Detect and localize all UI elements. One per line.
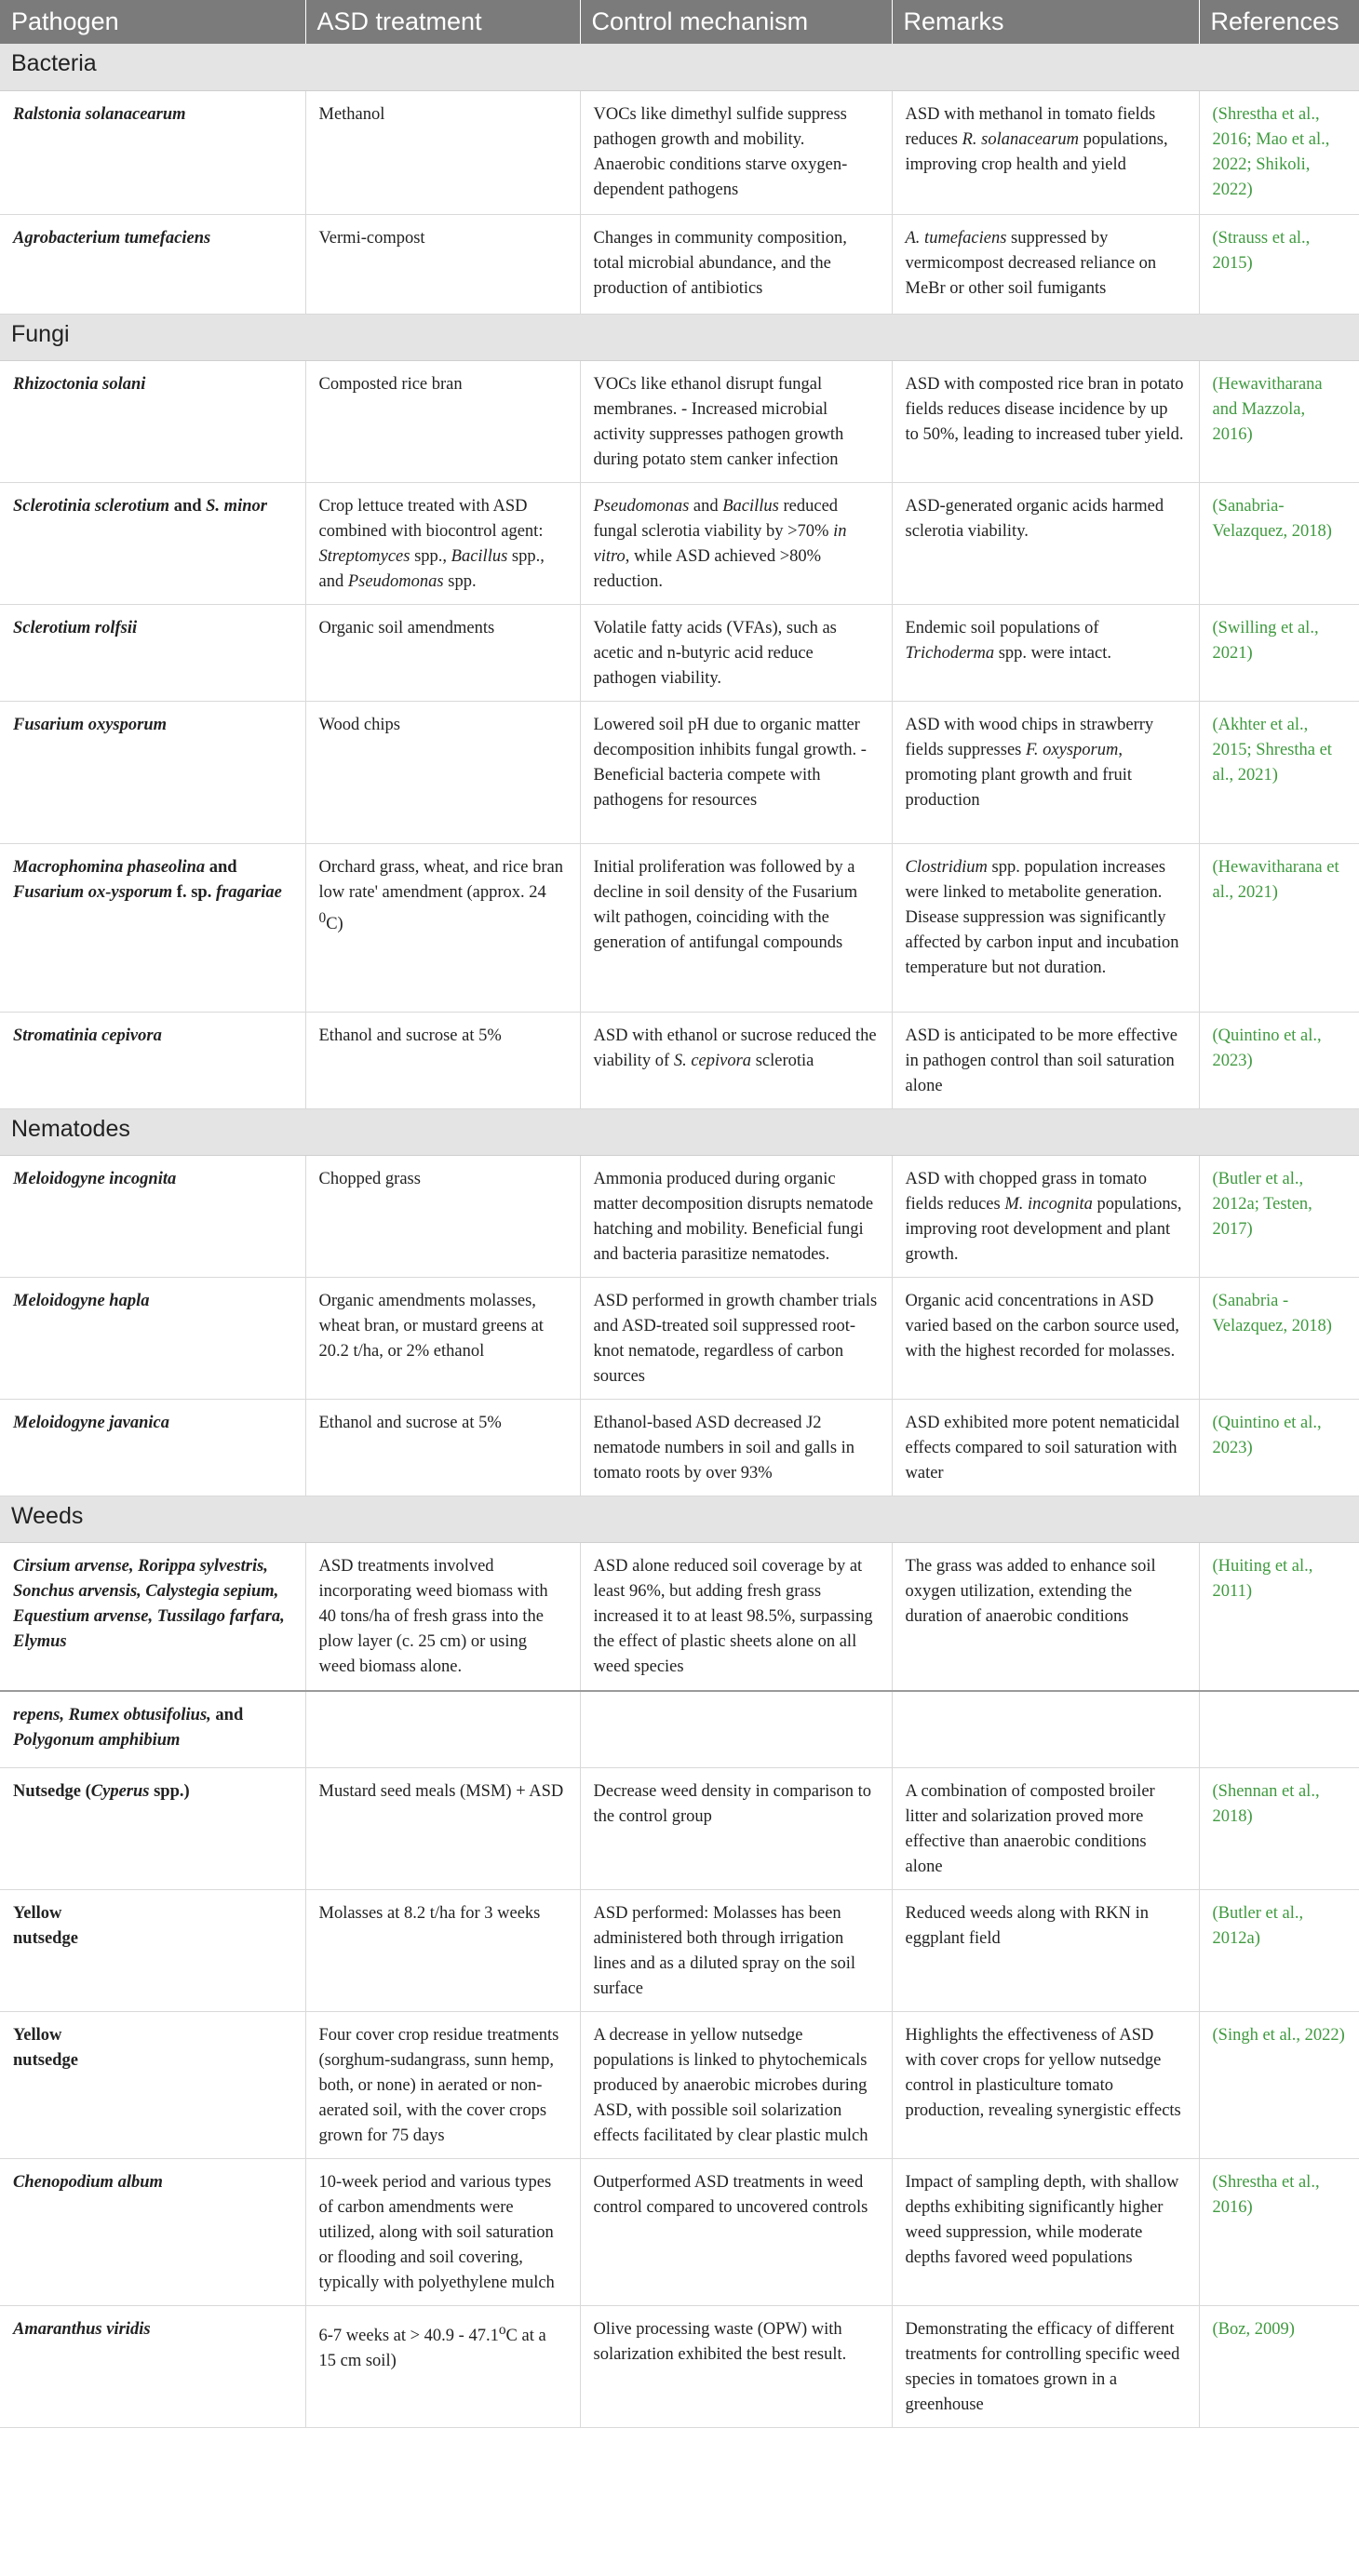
table-row xyxy=(0,482,1359,604)
treatment-cell xyxy=(305,1691,580,1767)
pathogen-conj: and xyxy=(205,857,237,877)
treatment-cell: ASD treatments involved incorporating weed biomass with 40 tons/ha of fresh grass into the plow layer (c. 25 cm) or using weed biomass alone. xyxy=(305,1542,580,1691)
mechanism-cell: VOCs like ethanol disrupt fungal membranes. - Increased microbial activity suppresses pathogen growth during potato stem canker infection xyxy=(580,360,892,482)
mechanism-cell xyxy=(580,1012,892,1108)
treatment-italic: Pseudomonas xyxy=(347,571,444,591)
treatment-italic: Streptomyces xyxy=(318,546,410,566)
pathogen-cell: Sclerotium rolfsii xyxy=(0,604,305,701)
reference-link[interactable]: (Shrestha et al., 2016) xyxy=(1199,2158,1359,2305)
pathogen-cell: Meloidogyne hapla xyxy=(0,1277,305,1399)
reference-link[interactable]: (Quintino et al., 2023) xyxy=(1199,1012,1359,1108)
reference-link[interactable]: (Singh et al., 2022) xyxy=(1199,2011,1359,2158)
treatment-cell: Vermi-compost xyxy=(305,214,580,314)
pathogen-name: Fusarium ox-ysporum xyxy=(13,882,173,902)
mechanism-cell: Ammonia produced during organic matter decomposition disrupts nematode hatching and mobility. Beneficial fungi and bacteria parasitize nematodes. xyxy=(580,1155,892,1277)
treatment-sup: o xyxy=(498,2321,506,2338)
table-row xyxy=(0,604,1359,701)
mechanism-cell: Outperformed ASD treatments in weed control compared to uncovered controls xyxy=(580,2158,892,2305)
mechanism-cell: Changes in community composition, total microbial abundance, and the production of antibiotics xyxy=(580,214,892,314)
pathogen-cell: Yellow nutsedge xyxy=(0,1889,305,2011)
treatment-text: 6-7 weeks at > 40.9 - 47.1 xyxy=(318,2326,499,2345)
treatment-cell: Molasses at 8.2 t/ha for 3 weeks xyxy=(305,1889,580,2011)
remarks-italic: Trichoderma xyxy=(905,643,995,663)
treatment-cell: Organic amendments molasses, wheat bran, or mustard greens at 20.2 t/ha, or 2% ethanol xyxy=(305,1277,580,1399)
remarks-cell xyxy=(892,90,1199,214)
table-row xyxy=(0,1012,1359,1108)
mechanism-italic: in vitro xyxy=(593,521,847,566)
treatment-sup: 0 xyxy=(318,909,327,926)
mechanism-cell: Olive processing waste (OPW) with solarization exhibited the best result. xyxy=(580,2305,892,2427)
table-row xyxy=(0,214,1359,314)
pathogen-cell: Amaranthus viridis xyxy=(0,2305,305,2427)
mechanism-italic: S. cepivora xyxy=(673,1051,752,1070)
pathogen-name: Polygonum amphibium xyxy=(13,1731,181,1750)
treatment-cell: 10-week period and various types of carbon amendments were utilized, along with soil saturation or flooding and soil covering, typically with polyethylene mulch xyxy=(305,2158,580,2305)
header-pathogen: Pathogen xyxy=(0,0,305,44)
header-asd-treatment: ASD treatment xyxy=(305,0,580,44)
pathogen-conj: and xyxy=(210,1706,244,1724)
remarks-text: spp. were intact. xyxy=(994,643,1111,663)
remarks-cell: Demonstrating the efficacy of different treatments for controlling specific weed species in tomatoes grown in a greenhouse xyxy=(892,2305,1199,2427)
remarks-cell: ASD-generated organic acids harmed sclerotia viability. xyxy=(892,482,1199,604)
pathogen-cell: Rhizoctonia solani xyxy=(0,360,305,482)
pathogen-cell: Meloidogyne javanica xyxy=(0,1399,305,1496)
treatment-text: spp., and xyxy=(318,546,545,591)
pathogen-name: Macrophomina phaseolina xyxy=(13,857,206,877)
remarks-text: , promoting plant growth and fruit production xyxy=(905,740,1133,810)
mechanism-cell: ASD performed: Molasses has been administered both through irrigation lines and as a diluted spray on the soil surface xyxy=(580,1889,892,2011)
table-row xyxy=(0,1399,1359,1496)
table-row xyxy=(0,90,1359,214)
remarks-italic: Clostridium xyxy=(905,857,988,877)
table-row xyxy=(0,701,1359,843)
remarks-cell xyxy=(892,214,1199,314)
table-row xyxy=(0,1889,1359,2011)
remarks-cell: Impact of sampling depth, with shallow depths exhibiting significantly higher weed suppression, while moderate depths favored weed populations xyxy=(892,2158,1199,2305)
remarks-cell xyxy=(892,1691,1199,1767)
remarks-text: spp. population increases were linked to metabolite generation. Disease suppression was significantly affected by carbon input and incubation temperature but not duration. xyxy=(905,857,1179,977)
pathogen-name: Nutsedge ( xyxy=(13,1781,91,1801)
section-row xyxy=(0,1496,1359,1542)
treatment-cell xyxy=(305,2305,580,2427)
table-row xyxy=(0,360,1359,482)
treatment-text: C at a 15 cm soil) xyxy=(318,2326,546,2370)
mechanism-cell: Initial proliferation was followed by a decline in soil density of the Fusarium wilt pathogen, coinciding with the generation of antifungal compounds xyxy=(580,843,892,1012)
mechanism-cell xyxy=(580,1691,892,1767)
table-row xyxy=(0,1155,1359,1277)
section-nematodes: Nematodes xyxy=(0,1108,1359,1155)
remarks-cell: ASD exhibited more potent nematicidal effects compared to soil saturation with water xyxy=(892,1399,1199,1496)
mechanism-text: sclerotia xyxy=(751,1051,814,1070)
treatment-italic: Bacillus xyxy=(451,546,508,566)
pathogen-name: spp.) xyxy=(149,1781,190,1801)
remarks-italic: R. solanacearum xyxy=(962,129,1079,149)
treatment-text: Crop lettuce treated with ASD combined with biocontrol agent: xyxy=(318,496,544,541)
section-row xyxy=(0,44,1359,90)
reference-link[interactable]: (Sanabria -Velazquez, 2018) xyxy=(1199,1277,1359,1399)
header-row xyxy=(0,0,1359,44)
mechanism-cell: A decrease in yellow nutsedge populations is linked to phytochemicals produced by anaerobic microbes during ASD, with possible soil solarization effects facilitated by clear plastic mulch xyxy=(580,2011,892,2158)
table-row xyxy=(0,1691,1359,1767)
treatment-text: spp. xyxy=(443,571,477,591)
pathogen-name: fragariae xyxy=(215,882,282,902)
remarks-cell xyxy=(892,843,1199,1012)
pathogen-cell xyxy=(0,1767,305,1889)
remarks-text: populations, improving root development and plant growth. xyxy=(905,1194,1182,1264)
remarks-cell xyxy=(892,701,1199,843)
pathogen-italic: Cyperus xyxy=(90,1781,150,1801)
mechanism-cell: Ethanol-based ASD decreased J2 nematode numbers in soil and galls in tomato roots by over 93% xyxy=(580,1399,892,1496)
pathogen-cell: Chenopodium album xyxy=(0,2158,305,2305)
mechanism-cell: VOCs like dimethyl sulfide suppress pathogen growth and mobility. Anaerobic conditions starve oxygen-dependent pathogens xyxy=(580,90,892,214)
treatment-text: Orchard grass, wheat, and rice bran low rate' amendment (approx. 24 xyxy=(318,857,563,902)
header-control-mechanism: Control mechanism xyxy=(580,0,892,44)
mechanism-cell: ASD performed in growth chamber trials and ASD-treated soil suppressed root-knot nematode, regardless of carbon sources xyxy=(580,1277,892,1399)
mechanism-cell xyxy=(580,482,892,604)
pathogen-cell xyxy=(0,1691,305,1767)
pathogen-cell: Meloidogyne incognita xyxy=(0,1155,305,1277)
mechanism-text: , while ASD achieved >80% reduction. xyxy=(593,546,822,591)
treatment-cell: Four cover crop residue treatments (sorghum-sudangrass, sunn hemp, both, or none) in aerated or non-aerated soil, with the cover crops grown for 75 days xyxy=(305,2011,580,2158)
treatment-cell: Mustard seed meals (MSM) + ASD xyxy=(305,1767,580,1889)
reference-link[interactable]: (Shennan et al., 2018) xyxy=(1199,1767,1359,1889)
reference-link[interactable]: (Strauss et al., 2015) xyxy=(1199,214,1359,314)
table-row xyxy=(0,2011,1359,2158)
pathogen-cell: Agrobacterium tumefaciens xyxy=(0,214,305,314)
section-weeds: Weeds xyxy=(0,1496,1359,1542)
reference-link[interactable]: (Akhter et al., 2015; Shrestha et al., 2021) xyxy=(1199,701,1359,843)
pathogen-cell: Ralstonia solanacearum xyxy=(0,90,305,214)
table-row xyxy=(0,1277,1359,1399)
remarks-cell: A combination of composted broiler litter and solarization proved more effective than anaerobic conditions alone xyxy=(892,1767,1199,1889)
pathogen-cell: Cirsium arvense, Rorippa sylvestris, Sonchus arvensis, Calystegia sepium, Equestium arvense, Tussilago farfara, Elymus xyxy=(0,1542,305,1691)
table-row xyxy=(0,843,1359,1012)
treatment-cell: Organic soil amendments xyxy=(305,604,580,701)
remarks-cell xyxy=(892,604,1199,701)
reference-link[interactable]: (Shrestha et al., 2016; Mao et al., 2022; Shikoli, 2022) xyxy=(1199,90,1359,214)
pathogen-conj: and xyxy=(169,496,207,516)
reference-link[interactable]: (Sanabria-Velazquez, 2018) xyxy=(1199,482,1359,604)
reference-link[interactable]: (Huiting et al., 2011) xyxy=(1199,1542,1359,1691)
remarks-text: ASD with methanol in tomato fields reduces xyxy=(905,104,1156,149)
section-row xyxy=(0,314,1359,360)
remarks-italic: M. incognita xyxy=(1004,1194,1093,1214)
pathogen-name: S. minor xyxy=(206,496,267,516)
section-fungi: Fungi xyxy=(0,314,1359,360)
pathogen-cell: Fusarium oxysporum xyxy=(0,701,305,843)
reference-link[interactable]: (Boz, 2009) xyxy=(1199,2305,1359,2427)
treatment-cell: Ethanol and sucrose at 5% xyxy=(305,1012,580,1108)
treatment-cell: Ethanol and sucrose at 5% xyxy=(305,1399,580,1496)
reference-link[interactable]: (Quintino et al., 2023) xyxy=(1199,1399,1359,1496)
reference-link[interactable]: (Butler et al., 2012a) xyxy=(1199,1889,1359,2011)
table-row xyxy=(0,1542,1359,1691)
remarks-italic: F. oxysporum xyxy=(1025,740,1119,759)
pathogen-cell xyxy=(0,482,305,604)
remarks-cell: ASD is anticipated to be more effective in pathogen control than soil saturation alone xyxy=(892,1012,1199,1108)
treatment-cell xyxy=(305,843,580,1012)
pathogen-name: Sclerotinia sclerotium xyxy=(13,496,170,516)
treatment-cell: Composted rice bran xyxy=(305,360,580,482)
reference-link[interactable]: (Hewavitharana and Mazzola, 2016) xyxy=(1199,360,1359,482)
treatment-text: C) xyxy=(326,914,343,933)
remarks-text: ASD with chopped grass in tomato fields reduces xyxy=(905,1169,1147,1214)
reference-link[interactable]: (Hewavitharana et al., 2021) xyxy=(1199,843,1359,1012)
treatment-cell xyxy=(305,482,580,604)
remarks-cell: Organic acid concentrations in ASD varied based on the carbon source used, with the highest recorded for molasses. xyxy=(892,1277,1199,1399)
reference-link[interactable]: (Butler et al., 2012a; Testen, 2017) xyxy=(1199,1155,1359,1277)
section-bacteria: Bacteria xyxy=(0,44,1359,90)
treatment-text: spp., xyxy=(410,546,451,566)
remarks-text: ASD with wood chips in strawberry fields suppresses xyxy=(905,715,1154,759)
header-references: References xyxy=(1199,0,1359,44)
treatment-cell: Wood chips xyxy=(305,701,580,843)
table-row xyxy=(0,2305,1359,2427)
mechanism-cell: Volatile fatty acids (VFAs), such as acetic and n-butyric acid reduce pathogen viability. xyxy=(580,604,892,701)
mechanism-cell: Decrease weed density in comparison to the control group xyxy=(580,1767,892,1889)
reference-link[interactable]: (Swilling et al., 2021) xyxy=(1199,604,1359,701)
mechanism-text: and xyxy=(689,496,723,516)
remarks-text: populations, improving crop health and yield xyxy=(905,129,1168,174)
remarks-italic: A. tumefaciens xyxy=(905,228,1007,248)
table-row xyxy=(0,1767,1359,1889)
remarks-cell: ASD with composted rice bran in potato fields reduces disease incidence by up to 50%, leading to increased tuber yield. xyxy=(892,360,1199,482)
section-row xyxy=(0,1108,1359,1155)
pathogen-cell: Yellow nutsedge xyxy=(0,2011,305,2158)
table-row xyxy=(0,2158,1359,2305)
pathogen-cell xyxy=(0,843,305,1012)
pathogen-cell: Stromatinia cepivora xyxy=(0,1012,305,1108)
remarks-cell: The grass was added to enhance soil oxygen utilization, extending the duration of anaerobic conditions xyxy=(892,1542,1199,1691)
mechanism-italic: Pseudomonas xyxy=(593,496,690,516)
treatment-cell: Methanol xyxy=(305,90,580,214)
mechanism-text: reduced fungal sclerotia viability by >70% xyxy=(593,496,839,541)
remarks-text: Endemic soil populations of xyxy=(905,618,1099,637)
header-remarks: Remarks xyxy=(892,0,1199,44)
mechanism-cell: ASD alone reduced soil coverage by at least 96%, but adding fresh grass increased it to at least 98.5%, surpassing the effect of plastic sheets alone on all weed species xyxy=(580,1542,892,1691)
treatment-cell: Chopped grass xyxy=(305,1155,580,1277)
reference-cell xyxy=(1199,1691,1359,1767)
remarks-cell: Highlights the effectiveness of ASD with cover crops for yellow nutsedge control in plasticulture tomato production, revealing synergistic effects xyxy=(892,2011,1199,2158)
mechanism-text: ASD with ethanol or sucrose reduced the viability of xyxy=(593,1026,877,1070)
remarks-text: suppressed by vermicompost decreased reliance on MeBr or other soil fumigants xyxy=(905,228,1157,298)
mechanism-italic: Bacillus xyxy=(722,496,779,516)
remarks-cell xyxy=(892,1155,1199,1277)
pathogen-conj: f. sp. xyxy=(172,882,216,902)
pathogen-name: repens, Rumex obtusifolius, xyxy=(13,1706,211,1724)
mechanism-cell: Lowered soil pH due to organic matter decomposition inhibits fungal growth. - Beneficial bacteria compete with pathogens for resources xyxy=(580,701,892,843)
remarks-cell: Reduced weeds along with RKN in eggplant field xyxy=(892,1889,1199,2011)
